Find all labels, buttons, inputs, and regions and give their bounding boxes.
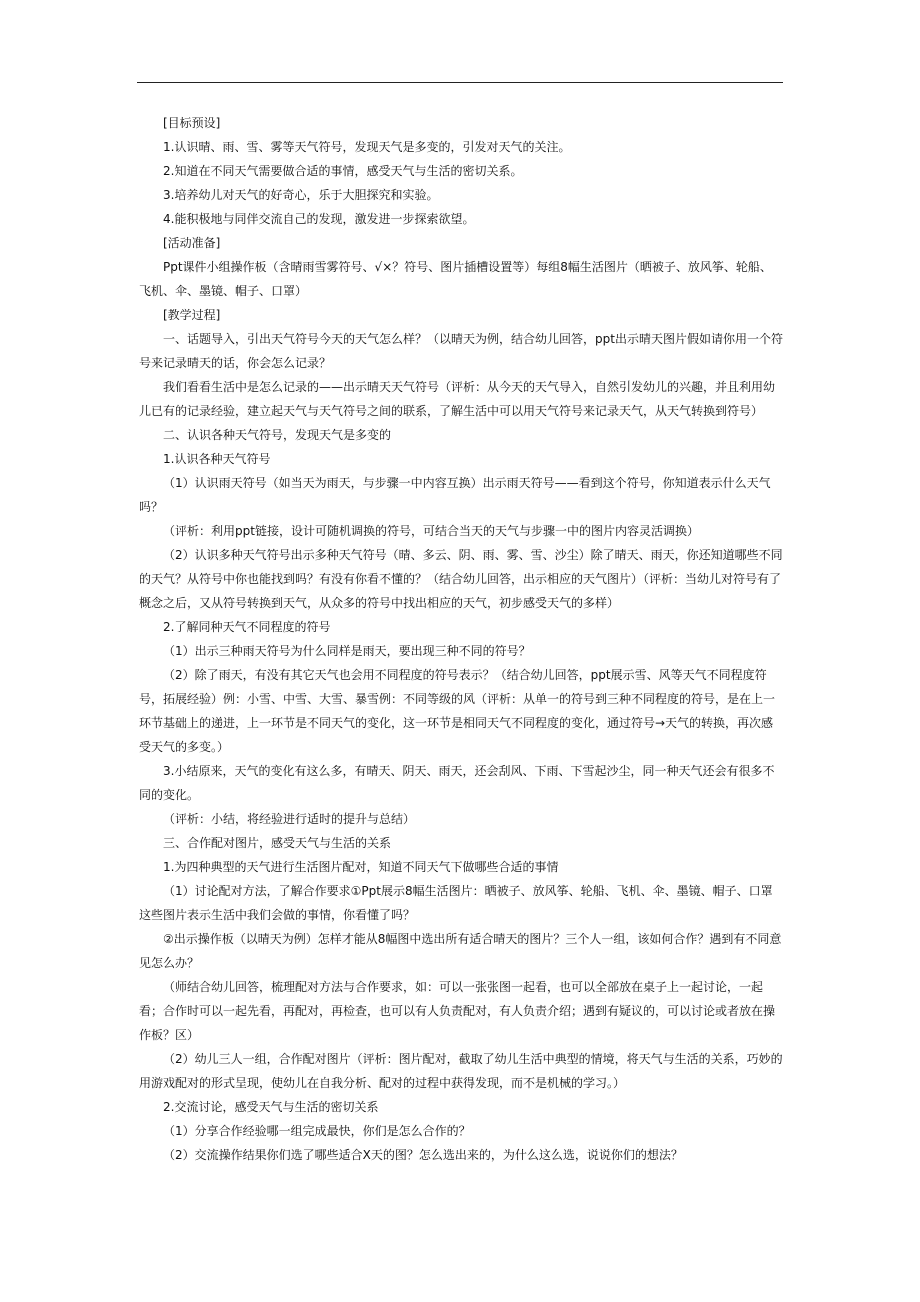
- section-heading-goals: [目标预设]: [163, 116, 221, 130]
- process-paragraph: 一、话题导入，引出天气符号今天的天气怎么样？（以晴天为例，结合幼儿回答，ppt出示晴天图片假如请你用一个符号来记录晴天的话，你会怎么记录？: [139, 332, 783, 370]
- process-paragraph: （1）分享合作经验哪一组完成最快，你们是怎么合作的？: [163, 1124, 471, 1138]
- goal-3: 3.培养幼儿对天气的好奇心，乐于大胆探究和实验。: [163, 188, 439, 202]
- subsection-heading: 1.认识各种天气符号: [163, 452, 271, 466]
- subsection-heading: 三、合作配对图片，感受天气与生活的关系: [163, 836, 392, 850]
- header-rule: [137, 82, 783, 83]
- preparation-text: Ppt课件小组操作板（含晴雨雪雾符号、√×？符号、图片插槽设置等）每组8幅生活图片（晒被子、放风筝、轮船、飞机、伞、墨镜、帽子、口罩）: [139, 260, 772, 298]
- document-body: [139, 111, 783, 1167]
- goal-2: 2.知道在不同天气需要做合适的事情，感受天气与生活的密切关系。: [163, 164, 523, 178]
- process-paragraph: （1）出示三种雨天符号为什么同样是雨天，要出现三种不同的符号？: [163, 644, 531, 658]
- goal-4: 4.能积极地与同伴交流自己的发现，激发进一步探索欲望。: [163, 212, 475, 226]
- process-paragraph: （师结合幼儿回答，梳理配对方法与合作要求，如：可以一张张图一起看，也可以全部放在桌子上一起讨论，一起看；合作时可以一起先看，再配对，再检查，也可以有人负责配对，有人负责介绍；遇到有疑议的，可以讨论或者放在操作板？区）: [139, 980, 776, 1042]
- process-paragraph: （2）幼儿三人一组，合作配对图片（评析：图片配对，截取了幼儿生活中典型的情境，将天气与生活的关系，巧妙的用游戏配对的形式呈现，使幼儿在自我分析、配对的过程中获得发现，而不是机械的学习。）: [139, 1052, 783, 1090]
- process-paragraph: （2）除了雨天，有没有其它天气也会用不同程度的符号表示？（结合幼儿回答，ppt展示雪、风等天气不同程度符号，拓展经验）例：小雪、中雪、大雪、暴雪例：不同等级的风（评析：从单一的符号到三种不同程度的符号，是在上一环节基础上的递进，上一环节是不同天气的变化，这一环节是相同天气不同程度的变化，通过符号→天气的转换，再次感受天气的多变。）: [139, 668, 776, 754]
- summary-paragraph: 3.小结原来，天气的变化有这么多，有晴天、阴天、雨天，还会刮风、下雨、下雪起沙尘，同一种天气还会有很多不同的变化。: [139, 764, 775, 802]
- analysis-note: （评析：利用ppt链接，设计可随机调换的符号，可结合当天的天气与步骤一中的图片内容灵活调换）: [163, 524, 699, 538]
- process-paragraph: ②出示操作板（以晴天为例）怎样才能从8幅图中选出所有适合晴天的图片？三个人一组，该如何合作？遇到有不同意见怎么办？: [139, 932, 782, 970]
- section-heading-preparation: [活动准备]: [163, 236, 221, 250]
- process-paragraph: （2）认识多种天气符号出示多种天气符号（晴、多云、阴、雨、雾、雪、沙尘）除了晴天、雨天，你还知道哪些不同的天气？从符号中你也能找到吗？有没有你看不懂的？（结合幼儿回答，出示相应的天气图片）（评析：当幼儿对符号有了概念之后，又从符号转换到天气，从众多的符号中找出相应的天气，初步感受天气的多样）: [139, 548, 783, 610]
- process-paragraph: 我们看看生活中是怎么记录的——出示晴天天气符号（评析：从今天的天气导入，自然引发幼儿的兴趣，并且利用幼儿已有的记录经验，建立起天气与天气符号之间的联系，了解生活中可以用天气符号来记录天气，从天气转换到符号）: [139, 380, 776, 418]
- process-paragraph: （1）讨论配对方法，了解合作要求①Ppt展示8幅生活图片：晒被子、放风筝、轮船、飞机、伞、墨镜、帽子、口罩这些图片表示生活中我们会做的事情，你看懂了吗？: [139, 884, 773, 922]
- process-paragraph: （2）交流操作结果你们选了哪些适合X天的图？怎么选出来的，为什么这么选，说说你们的想法？: [163, 1148, 683, 1162]
- subsection-heading: 2.交流讨论，感受天气与生活的密切关系: [163, 1100, 379, 1114]
- subsection-heading: 2.了解同种天气不同程度的符号: [163, 620, 331, 634]
- subsection-heading: 1.为四种典型的天气进行生活图片配对，知道不同天气下做哪些合适的事情: [163, 860, 559, 874]
- goal-1: 1.认识晴、雨、雪、雾等天气符号，发现天气是多变的，引发对天气的关注。: [163, 140, 571, 154]
- subsection-heading: 二、认识各种天气符号，发现天气是多变的: [163, 428, 392, 442]
- section-heading-process: [教学过程]: [163, 308, 221, 322]
- analysis-note: （评析：小结，将经验进行适时的提升与总结）: [163, 812, 416, 826]
- process-paragraph: （1）认识雨天符号（如当天为雨天，与步骤一中内容互换）出示雨天符号——看到这个符号，你知道表示什么天气吗？: [139, 476, 771, 514]
